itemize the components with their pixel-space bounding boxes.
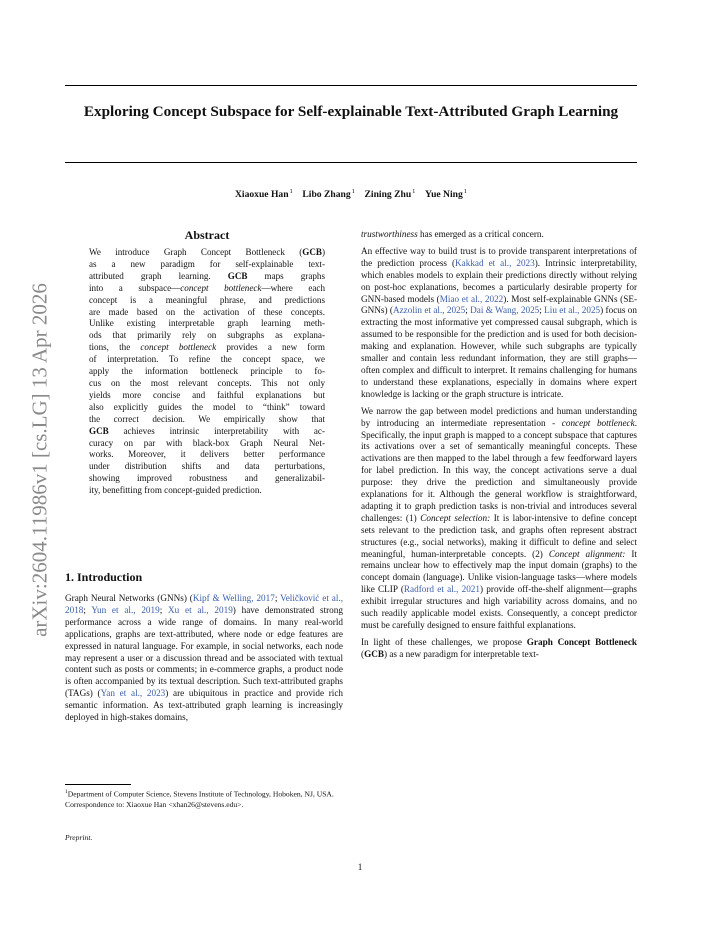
affiliation-marker: 1 xyxy=(412,188,416,195)
paragraph: We narrow the gap between model predictions and human understanding by introducing an intermediate representation - concept bottleneck. Specifically, the input graph is mapped to a concept subspace that captures its activations over a set of semantically meaningful concepts. These activations are then mapped to the label through a few feedforward layers for label prediction. In this way, the concept activations serve a dual purpose: they drive the prediction and simultaneously provide explanations for it. Although the general workflow is straightforward, adapting it to graph prediction tasks is non-trivial and introduces several challenges: (1) Concept selection: It is labor-intensive to define concept sets relevant to the prediction task, and graphs often represent abstract structures (e.g., social networks), making it difficult to define and select meaningful, human-interpretable concepts. (2) Concept alignment: It remains unclear how to effectively map the input domain (graphs) to the concept domain (language). Unlike vision-language tasks—where models like CLIP (Radford et al., 2021) provide off-the-shelf alignment—graphs exhibit irregular structures and high variability across domains, and no such readily applicable model exists. Consequently, a concept predictor must be carefully designed to ensure faithful explanations. xyxy=(361,405,638,630)
footnote-rule xyxy=(65,784,131,785)
author-name: Yue Ning xyxy=(425,189,463,201)
abstract-line: works. Moreover, it delivers better performance xyxy=(89,449,325,460)
abstract-text xyxy=(89,247,325,497)
author-list xyxy=(65,188,637,200)
citation-link[interactable]: Liu et al., 2025 xyxy=(544,305,601,316)
emphasis: trustworthiness xyxy=(361,229,418,239)
citation-link[interactable]: Kipf & Welling, 2017 xyxy=(192,593,275,603)
citation-link[interactable]: Xu et al., 2019 xyxy=(168,604,233,615)
affiliation-marker: 1 xyxy=(289,188,293,195)
emphasis: Concept selection: xyxy=(420,512,491,523)
abstract-line: curacy on par with black-box Graph Neural Net- xyxy=(89,437,325,448)
footnote-text: Department of Computer Science, Stevens Institute of Technology, Hoboken, NJ, USA. Correspondence to: Xiaoxue Han <xhan26@stevens.edu>. xyxy=(65,789,334,809)
abstract-line: of interpretation. To refine the concept space, we xyxy=(89,354,325,365)
citation-link[interactable]: Azzolin et al., 2025 xyxy=(392,305,466,316)
citation-link[interactable]: Miao et al., 2022 xyxy=(439,293,504,304)
abstract-line: are made based on the activation of these concepts. xyxy=(89,306,325,317)
footnote-marker: 1 xyxy=(65,789,68,795)
abstract-line: cus on the most relevant concepts. This not only xyxy=(89,377,325,388)
paragraph: Graph Neural Networks (GNNs) (Kipf & Welling, 2017; Veličković et al., 2018; Yun et al., 2019; Xu et al., 2019) have demonstrated strong performance across a wide range of domains. In many real-world applications, graphs are text-attributed, where node or edge features are expressed in natural language. For example, in social networks, each node may represent a user or a discussion thread and be associated with textual content such as posts or comments; in e-commerce graphs, a product node is often accompanied by its textual description. Such text-attributed graphs (TAGs) (Yan et al., 2023) are ubiquitous in practice and provide rich semantic information. As text-attributed graph learning is increasingly deployed in high-stakes domains, xyxy=(65,593,343,723)
abstract-line: concept is a meaningful phrase, and predictions xyxy=(89,294,325,305)
author-name: Zining Zhu xyxy=(364,189,412,201)
citation-link[interactable]: Kakkad et al., 2023 xyxy=(455,257,535,268)
paragraph: In light of these challenges, we propose Graph Concept Bottleneck (GCB) as a new paradigm for interpretable text- xyxy=(361,636,638,659)
abstract-line: apply the information bottleneck principle to fo- xyxy=(89,366,325,377)
abstract-line: attributed graph learning. GCB maps graphs xyxy=(89,270,325,281)
emphasis: concept bottleneck xyxy=(561,417,635,428)
paper-title: Exploring Concept Subspace for Self-explainable Text-Attributed Graph Learning xyxy=(83,103,619,120)
title-bottom-rule xyxy=(65,162,637,163)
affiliation-marker: 1 xyxy=(351,188,355,195)
abstract-line: yields more concise and faithful explanations but xyxy=(89,389,325,400)
right-column xyxy=(361,229,637,666)
arxiv-watermark: arXiv:2604.11986v1 [cs.LG] 13 Apr 2026 xyxy=(27,283,52,637)
affiliation-footnote xyxy=(65,787,343,810)
paragraph: An effective way to build trust is to provide transparent interpretations of the prediction process (Kakkad et al., 2023). Intrinsic interpretability, which enables models to explain their predictions directly without relying on post-hoc explanations, becomes a particularly desirable property for GNN-based models (Miao et al., 2022). Most self-explainable GNNs (SE-GNNs) (Azzolin et al., 2025; Dai & Wang, 2025; Liu et al., 2025) focus on extracting the most informative yet compressed causal subgraph, which is assumed to be responsible for the prediction and is used for both decision-making and explanation. However, while such subgraphs are typically smaller and contain less redundant information, they are still graphs—often complex and difficult to interpret. It remains challenging for humans to understand these explanations, especially in domains where expert knowledge is lacking or the graph structure is intricate. xyxy=(361,245,638,399)
citation-link[interactable]: Radford et al., 2021 xyxy=(403,584,480,595)
bold-term: Graph Concept Bottleneck xyxy=(526,636,638,647)
citation-link[interactable]: Veličković et al., 2018 xyxy=(65,593,343,615)
abstract-line: tions, the concept bottleneck provides a new form xyxy=(89,342,325,353)
paragraph: trustworthiness has emerged as a critical concern. xyxy=(361,229,544,239)
section-heading-introduction: 1. Introduction xyxy=(65,570,143,584)
bold-term: GCB xyxy=(364,648,384,659)
author-name: Libo Zhang xyxy=(302,189,351,201)
abstract-heading: Abstract xyxy=(184,228,230,242)
abstract-line: under distribution shifts and data perturbations, xyxy=(89,461,325,472)
intro-paragraph-1 xyxy=(65,593,343,724)
abstract-line: into a subspace—concept bottleneck—where each xyxy=(89,282,325,293)
abstract-line: ods that primarily rely on subgraphs as explana- xyxy=(89,330,325,341)
emphasis: Concept alignment: xyxy=(548,548,626,559)
abstract-line: ity, benefitting from concept-guided prediction. xyxy=(89,485,262,496)
abstract-line: We introduce Graph Concept Bottleneck (GCB) xyxy=(89,247,325,257)
author-name: Xiaoxue Han xyxy=(234,189,289,201)
abstract-line: as a new paradigm for self-explainable text- xyxy=(89,258,325,269)
citation-link[interactable]: Yan et al., 2023 xyxy=(100,688,166,699)
preprint-label: Preprint. xyxy=(65,833,93,842)
citation-link[interactable]: Dai & Wang, 2025 xyxy=(470,305,540,316)
affiliation-marker: 1 xyxy=(463,188,468,195)
abstract-line: Unlike existing interpretable graph learning meth- xyxy=(89,318,325,329)
page-number: 1 xyxy=(357,862,363,872)
top-rule xyxy=(65,85,637,86)
abstract-line: GCB achieves intrinsic interpretability with ac- xyxy=(89,425,325,436)
abstract-line: showing improved robustness and generalizabil- xyxy=(89,473,325,484)
abstract-line: also explicitly guides the model to “think” toward xyxy=(89,401,325,412)
citation-link[interactable]: Yun et al., 2019 xyxy=(91,604,160,615)
abstract-line: the correct decision. We empirically show that xyxy=(89,413,325,424)
